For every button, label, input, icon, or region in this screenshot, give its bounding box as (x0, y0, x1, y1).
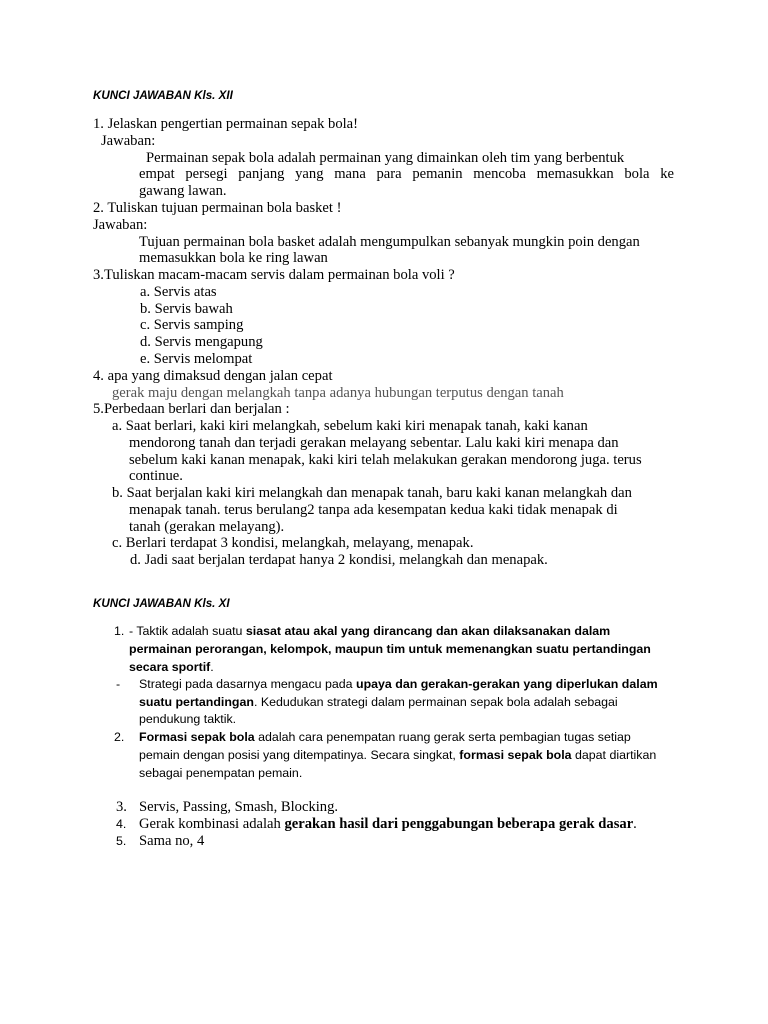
taktik-prefix: - Taktik adalah suatu (129, 624, 246, 638)
item5-text: Sama no, 4 (139, 833, 205, 849)
formasi-line3: sebagai penempatan pemain. (139, 766, 303, 780)
item4-suffix: . (633, 816, 637, 832)
item3-text: Servis, Passing, Smash, Blocking. (139, 799, 339, 815)
answer-2-line1: Tujuan permainan bola basket adalah mengumpulkan sebanyak mungkin poin dengan (139, 234, 640, 250)
list-number: 1. (114, 624, 125, 638)
strategi-prefix: Strategi pada dasarnya mengacu pada (139, 677, 356, 691)
question-4: 4. apa yang dimaksud dengan jalan cepat (93, 368, 333, 384)
formasi-line2-b: dapat diartikan (571, 748, 657, 762)
answer-5d-line: d. Jadi saat berjalan terdapat hanya 2 kondisi, melangkah dan menapak. (130, 552, 548, 568)
answer-5b-line1: b. Saat berjalan kaki kiri melangkah dan menapak tanah, baru kaki kanan melangkah dan (112, 485, 632, 501)
question-1: 1. Jelaskan pengertian permainan sepak bola! (93, 116, 359, 132)
dash-marker: - (116, 677, 121, 691)
list-item: b. Servis bawah (140, 301, 233, 317)
question-5: 5.Perbedaan berlari dan berjalan : (93, 401, 290, 417)
list-number: 4. (116, 817, 127, 831)
formasi-line2-a: pemain dengan posisi yang ditempatinya. Secara singkat, (139, 748, 460, 762)
item4-bold: gerakan hasil dari penggabungan beberapa gerak dasar (284, 816, 634, 832)
answer-2-line2: memasukkan bola ke ring lawan (139, 250, 328, 266)
taktik-bold-1: siasat atau akal yang dirancang dan akan dilaksanakan dalam (245, 624, 611, 638)
taktik-bold-3: secara sportif (129, 660, 211, 674)
jawaban-label-1: Jawaban: (101, 133, 156, 149)
item4-text (139, 816, 637, 833)
strategi-line2 (139, 694, 618, 711)
strategi-bold-2: suatu pertandingan (139, 695, 254, 709)
taktik-line1 (129, 623, 610, 640)
taktik-suffix: . (210, 660, 214, 674)
strategi-line3: pendukung taktik. (139, 712, 237, 726)
formasi-line2 (139, 747, 656, 764)
taktik-bold-2: permainan perorangan, kelompok, maupun tim untuk memenangkan suatu pertandingan (129, 642, 651, 656)
answer-5a-line3: sebelum kaki kanan menapak, kaki kiri telah melakukan gerakan mendorong juga. terus (129, 452, 642, 468)
answer-5a-line2: mendorong tanah dan terjadi gerakan melayang sebentar. Lalu kaki kiri menapa dan (129, 435, 619, 451)
answer-5a-line1: a. Saat berlari, kaki kiri melangkah, sebelum kaki kiri menapak tanah, kaki kanan (112, 418, 588, 434)
strategi-line1 (139, 676, 658, 693)
formasi-rest-1: adalah cara penempatan ruang gerak serta pembagian tugas setiap (254, 730, 631, 744)
answer-5b-line2: menapak tanah. terus berulang2 tanpa ada kesempatan kedua kaki tidak menapak di (129, 502, 618, 518)
list-number: 3. (116, 799, 127, 815)
strategi-bold-1: upaya dan gerakan-gerakan yang diperlukan dalam (356, 677, 658, 691)
answer-1-line1: Permainan sepak bola adalah permainan yang dimainkan oleh tim yang berbentuk (146, 150, 625, 166)
list-item: e. Servis melompat (140, 351, 253, 367)
answer-1-line3: gawang lawan. (139, 183, 227, 199)
taktik-line3 (129, 659, 214, 676)
answer-5b-line3: tanah (gerakan melayang). (129, 519, 285, 535)
list-item: c. Servis samping (140, 317, 244, 333)
formasi-bold-start: Formasi sepak bola (139, 730, 255, 744)
answer-1-line2: empat persegi panjang yang mana para pemanin mencoba memasukkan bola ke (139, 166, 674, 182)
question-3: 3.Tuliskan macam-macam servis dalam permainan bola voli ? (93, 267, 455, 283)
formasi-line1 (139, 729, 631, 746)
list-item: a. Servis atas (140, 284, 217, 300)
strategi-rest: . Kedudukan strategi dalam permainan sepak bola adalah sebagai (253, 695, 618, 709)
jawaban-label-2: Jawaban: (93, 217, 148, 233)
section-heading-xii: KUNCI JAWABAN Kls. XII (93, 89, 233, 102)
list-number: 2. (114, 730, 125, 744)
question-2: 2. Tuliskan tujuan permainan bola basket ! (93, 200, 342, 216)
answer-5a-line4: continue. (129, 468, 183, 484)
list-number: 5. (116, 834, 127, 848)
taktik-line2 (129, 641, 651, 658)
answer-5c-line: c. Berlari terdapat 3 kondisi, melangkah, melayang, menapak. (112, 535, 474, 551)
section-heading-xi: KUNCI JAWABAN Kls. XI (93, 597, 230, 610)
formasi-bold-2: formasi sepak bola (459, 748, 572, 762)
item4-prefix: Gerak kombinasi adalah (139, 816, 285, 832)
answer-4: gerak maju dengan melangkah tanpa adanya hubungan terputus dengan tanah (112, 385, 564, 401)
list-item: d. Servis mengapung (140, 334, 263, 350)
